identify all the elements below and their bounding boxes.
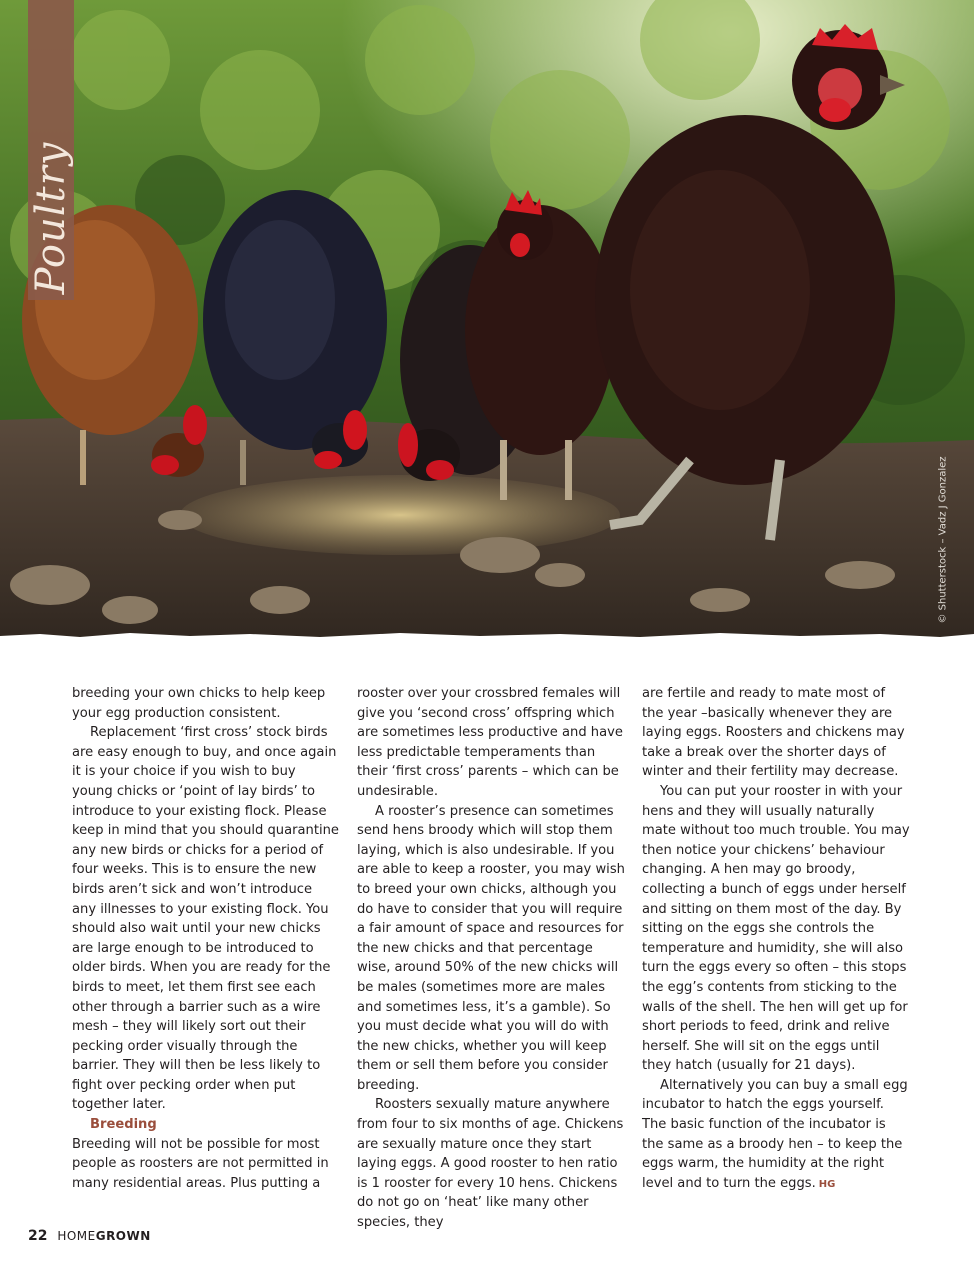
paragraph: rooster over your crossbred females will give you ‘second cross’ offspring which are sometimes less productive and have less predictable temperaments than their ‘first cross’ parents – which can be undesirable. xyxy=(357,686,623,799)
paragraph: Replacement ‘first cross’ stock birds are easy enough to buy, and once again it is your choice if you wish to buy young chicks or ‘point of lay birds’ to introduce to your existing flock. Please keep in mind that you should quarantine any new birds or chicks for a period of four weeks. This is to ensure the new birds aren’t sick and won’t introduce any illnesses to your existing flock. You should also wait until your new chicks are large enough to be introduced to older birds. When you are ready for the birds to meet, let them first see each other through a barrier such as a wire mesh – they will likely sort out their pecking order visually through the barrier. They will then be less likely to fight over pecking order when put together later. xyxy=(72,725,339,1113)
section-label: Poultry xyxy=(28,141,74,295)
paragraph: You can put your rooster in with your hens and they will usually naturally mate without too much trouble. You may then notice your chickens’ behaviour changing. A hen may go broody, collecting a bunch of eggs under herself and sitting on them most of the day. By sitting on the eggs she controls the temperature and humidity, she will also turn the eggs every so often – this stops the egg’s contents from sticking to the walls of the shell. The hen will get up for short periods to feed, drink and relive herself. She will sit on the eggs until they hatch (usually for 21 days). xyxy=(642,783,910,1074)
brand-home: HOME xyxy=(57,1229,96,1243)
paragraph: Roosters sexually mature anywhere from four to six months of age. Chickens are sexually mature once they start laying eggs. A good rooster to hen ratio is 1 rooster for every 10 hens. Chickens do not go on ‘heat’ like many other species, they xyxy=(357,1097,624,1231)
paragraph: A rooster’s presence can sometimes send hens broody which will stop them laying, which is also undesirable. If you are able to keep a rooster, you may wish to breed your own chicks, although you do have to consider that you will require a fair amount of space and resources for the new chicks and that percentage wise, around 50% of the new chicks will be males (sometimes more are males and sometimes less, it’s a gamble). So you must decide what you will do with the new chicks, whether you will keep them or sell them before you consider breeding. xyxy=(357,803,625,1093)
page-footer xyxy=(28,1228,151,1244)
end-mark: HG xyxy=(818,1178,836,1190)
page-number: 22 xyxy=(28,1228,48,1244)
text-column-3 xyxy=(642,684,910,1194)
text-column-2 xyxy=(357,684,625,1233)
text-column-1 xyxy=(72,684,340,1193)
subheading-breeding: Breeding xyxy=(90,1117,157,1133)
paragraph: are fertile and ready to mate most of the year –basically whenever they are laying eggs. Roosters and chickens may take a break over the shorter days of winter and their fertility may decrease. xyxy=(642,686,905,780)
paragraph-text: Alternatively you can buy a small egg incubator to hatch the eggs yourself. The basic function of the incubator is the same as a broody hen – to keep the eggs warm, the humidity at the right level and to turn the eggs. xyxy=(642,1077,908,1191)
paragraph-final xyxy=(642,1076,910,1195)
photo-credit: © Shutterstock – Vadz J Gonzalez xyxy=(937,456,949,624)
brand-grown: GROWN xyxy=(95,1229,151,1243)
paragraph: breeding your own chicks to help keep your egg production consistent. xyxy=(72,686,326,721)
paragraph: Breeding will not be possible for most people as roosters are not permitted in many residential areas. Plus putting a xyxy=(72,1136,329,1191)
